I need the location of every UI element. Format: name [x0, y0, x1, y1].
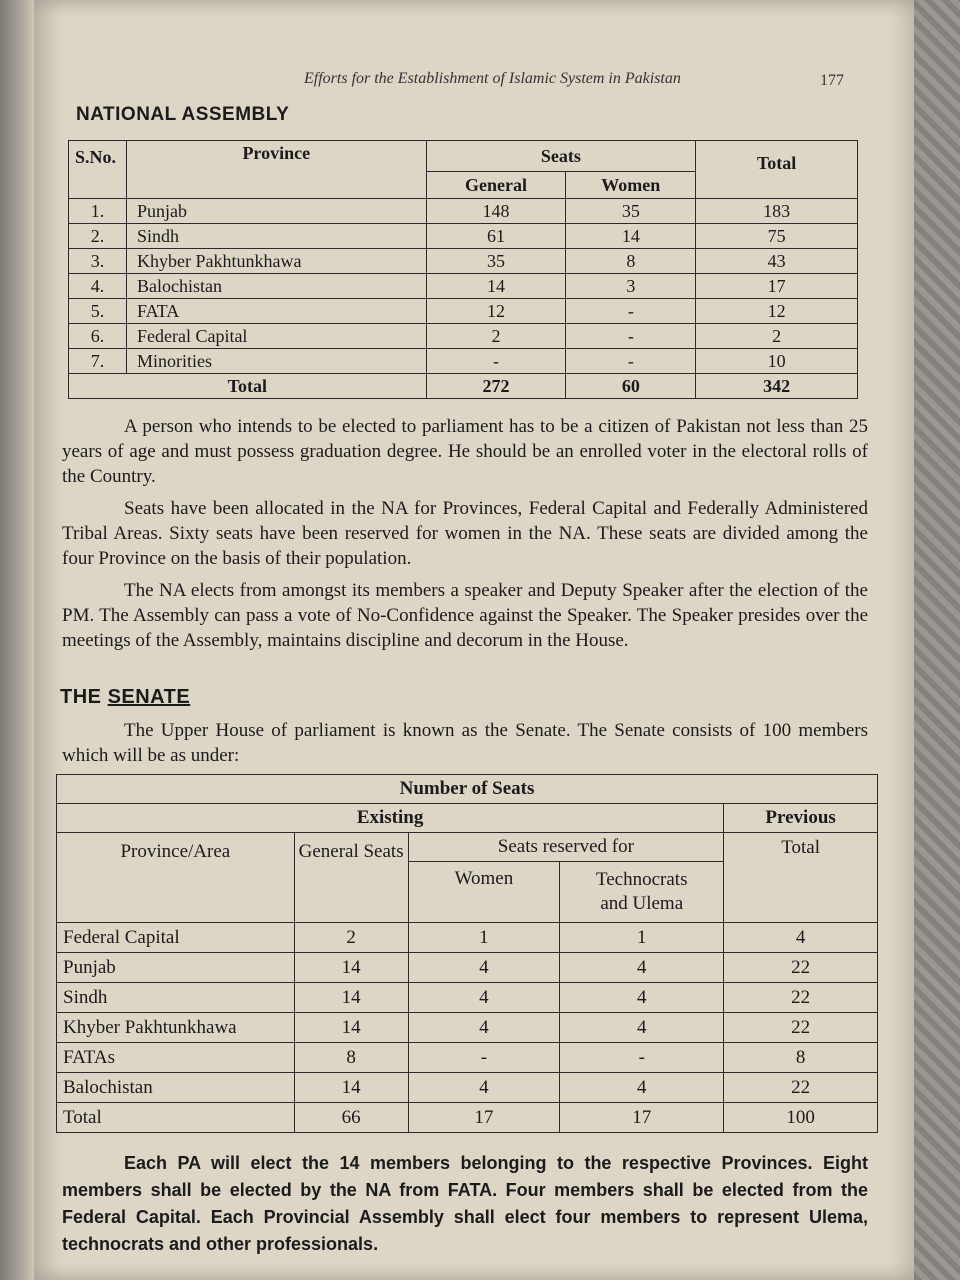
- senate-total-cell: 22: [724, 1013, 878, 1043]
- running-title: Efforts for the Establishment of Islamic System in Pakistan: [304, 70, 681, 87]
- senate-women-cell: -: [408, 1043, 560, 1073]
- na-general-header: General: [426, 172, 566, 199]
- senate-technocrats-cell: 4: [560, 953, 724, 983]
- na-general-cell: 148: [426, 199, 566, 224]
- na-total-row: [69, 374, 858, 399]
- na-province-cell: Minorities: [126, 349, 426, 374]
- na-province-cell: Balochistan: [126, 274, 426, 299]
- na-sno-cell: 4.: [69, 274, 127, 299]
- paragraph-eligibility-text: A person who intends to be elected to parliament has to be a citizen of Pakistan not less than 25 years of age and must possess graduation degree. He should be an enrolled voter in the electoral rolls of the Country.: [62, 416, 868, 487]
- na-sno-cell: 3.: [69, 249, 127, 274]
- senate-general-cell: 2: [294, 923, 408, 953]
- na-women-cell: 35: [566, 199, 696, 224]
- na-general-cell: 35: [426, 249, 566, 274]
- na-women-header: Women: [566, 172, 696, 199]
- senate-header-row-1: [57, 775, 878, 804]
- senate-area-cell: Khyber Pakhtunkhawa: [57, 1013, 295, 1043]
- paragraph-speaker: [62, 578, 868, 653]
- senate-heading-underlined: SENATE: [107, 686, 191, 708]
- na-women-cell: 3: [566, 274, 696, 299]
- paragraph-senate-election-text: Each PA will elect the 14 members belonging to the respective Provinces. Eight members shall be elected by the NA from FATA. Four members shall be elected from the Federal Capital. Each Provincial Assembly shall elect four members to represent Ulema, technocrats and other professionals.: [62, 1153, 868, 1254]
- senate-area-cell: Balochistan: [57, 1073, 295, 1103]
- na-sno-cell: 7.: [69, 349, 127, 374]
- technocrats-header: Technocrats and Ulema: [560, 862, 724, 923]
- senate-general-cell: 66: [294, 1103, 408, 1133]
- senate-women-cell: 17: [408, 1103, 560, 1133]
- background-cloth: [914, 0, 960, 1280]
- table-row: [57, 1043, 878, 1073]
- na-sno-cell: 2.: [69, 224, 127, 249]
- senate-technocrats-cell: 4: [560, 1073, 724, 1103]
- na-general-cell: 12: [426, 299, 566, 324]
- na-province-cell: Sindh: [126, 224, 426, 249]
- table-row: [57, 953, 878, 983]
- senate-table: [56, 774, 878, 1133]
- na-total-label: Total: [69, 374, 427, 399]
- na-total-general: 272: [426, 374, 566, 399]
- senate-general-cell: 14: [294, 1073, 408, 1103]
- senate-total-cell: 22: [724, 983, 878, 1013]
- senate-total-cell: 8: [724, 1043, 878, 1073]
- paragraph-senate-intro-text: The Upper House of parliament is known as the Senate. The Senate consists of 100 members which will be as under:: [62, 720, 868, 766]
- senate-header-row-2: [57, 804, 878, 833]
- senate-women-cell: 4: [408, 953, 560, 983]
- previous-header: Previous: [724, 804, 878, 833]
- table-row: [57, 1013, 878, 1043]
- senate-technocrats-cell: 17: [560, 1103, 724, 1133]
- na-women-cell: -: [566, 299, 696, 324]
- table-row: [69, 349, 858, 374]
- na-total-cell: 12: [696, 299, 858, 324]
- page-number: 177: [820, 72, 844, 89]
- na-seats-header: Seats: [426, 141, 696, 172]
- na-province-cell: Punjab: [126, 199, 426, 224]
- senate-women-cell: 4: [408, 983, 560, 1013]
- paragraph-speaker-text: The NA elects from amongst its members a speaker and Deputy Speaker after the election of the PM. The Assembly can pass a vote of No-Confidence against the Speaker. The Speaker presides over the meetings of the Assembly, maintains discipline and decorum in the House.: [62, 580, 868, 651]
- na-total-cell: 183: [696, 199, 858, 224]
- senate-heading: [60, 686, 190, 709]
- senate-total-cell: 100: [724, 1103, 878, 1133]
- na-province-header: Province: [126, 141, 426, 199]
- na-sno-cell: 5.: [69, 299, 127, 324]
- senate-general-cell: 8: [294, 1043, 408, 1073]
- senate-heading-prefix: THE: [60, 686, 108, 708]
- na-total-header: Total: [696, 141, 858, 199]
- senate-women-cell: 1: [408, 923, 560, 953]
- na-total-women: 60: [566, 374, 696, 399]
- general-seats-header: General Seats: [294, 833, 408, 923]
- na-total-cell: 10: [696, 349, 858, 374]
- na-sno-cell: 6.: [69, 324, 127, 349]
- senate-total-cell: 22: [724, 953, 878, 983]
- table-row: [69, 199, 858, 224]
- na-total-cell: 17: [696, 274, 858, 299]
- na-general-cell: 2: [426, 324, 566, 349]
- province-area-header: Province/Area: [57, 833, 295, 923]
- senate-women-cell: 4: [408, 1073, 560, 1103]
- seats-reserved-header: Seats reserved for: [408, 833, 724, 862]
- book-page: [34, 0, 914, 1280]
- table-row: [57, 923, 878, 953]
- table-row: [57, 1073, 878, 1103]
- na-total-cell: 75: [696, 224, 858, 249]
- national-assembly-table: [68, 140, 858, 399]
- senate-total-row: [57, 1103, 878, 1133]
- senate-general-cell: 14: [294, 953, 408, 983]
- table-row: [69, 324, 858, 349]
- senate-technocrats-cell: -: [560, 1043, 724, 1073]
- senate-technocrats-cell: 4: [560, 1013, 724, 1043]
- paragraph-senate-election: [62, 1150, 868, 1258]
- senate-total-header: Total: [724, 833, 878, 923]
- senate-area-cell: Total: [57, 1103, 295, 1133]
- paragraph-seat-allocation: [62, 496, 868, 571]
- na-women-cell: 14: [566, 224, 696, 249]
- existing-header: Existing: [57, 804, 724, 833]
- senate-area-cell: FATAs: [57, 1043, 295, 1073]
- na-general-cell: 14: [426, 274, 566, 299]
- senate-area-cell: Federal Capital: [57, 923, 295, 953]
- na-province-cell: FATA: [126, 299, 426, 324]
- paragraph-seat-allocation-text: Seats have been allocated in the NA for Provinces, Federal Capital and Federally Administered Tribal Areas. Sixty seats have been reserved for women in the NA. These seats are divided among the four Province on the basis of their population.: [62, 498, 868, 569]
- na-total-total: 342: [696, 374, 858, 399]
- table-row: [69, 224, 858, 249]
- table-row: [57, 983, 878, 1013]
- senate-total-cell: 22: [724, 1073, 878, 1103]
- senate-area-cell: Sindh: [57, 983, 295, 1013]
- na-header-row-1: [69, 141, 858, 172]
- na-province-cell: Federal Capital: [126, 324, 426, 349]
- na-province-cell: Khyber Pakhtunkhawa: [126, 249, 426, 274]
- table-row: [69, 299, 858, 324]
- na-women-cell: -: [566, 349, 696, 374]
- senate-women-header: Women: [408, 862, 560, 923]
- na-women-cell: 8: [566, 249, 696, 274]
- paragraph-eligibility: [62, 414, 868, 489]
- senate-area-cell: Punjab: [57, 953, 295, 983]
- senate-general-cell: 14: [294, 1013, 408, 1043]
- na-sno-cell: 1.: [69, 199, 127, 224]
- senate-technocrats-cell: 1: [560, 923, 724, 953]
- na-total-cell: 2: [696, 324, 858, 349]
- senate-technocrats-cell: 4: [560, 983, 724, 1013]
- na-sno-header: S.No.: [69, 141, 127, 199]
- senate-total-cell: 4: [724, 923, 878, 953]
- na-women-cell: -: [566, 324, 696, 349]
- national-assembly-heading: NATIONAL ASSEMBLY: [76, 104, 290, 125]
- table-row: [69, 274, 858, 299]
- na-total-cell: 43: [696, 249, 858, 274]
- number-of-seats-header: Number of Seats: [57, 775, 878, 804]
- na-general-cell: -: [426, 349, 566, 374]
- book-spine-edge: [0, 0, 34, 1280]
- table-row: [69, 249, 858, 274]
- senate-header-row-3: [57, 833, 878, 862]
- na-general-cell: 61: [426, 224, 566, 249]
- paragraph-senate-intro: [62, 718, 868, 768]
- senate-women-cell: 4: [408, 1013, 560, 1043]
- senate-general-cell: 14: [294, 983, 408, 1013]
